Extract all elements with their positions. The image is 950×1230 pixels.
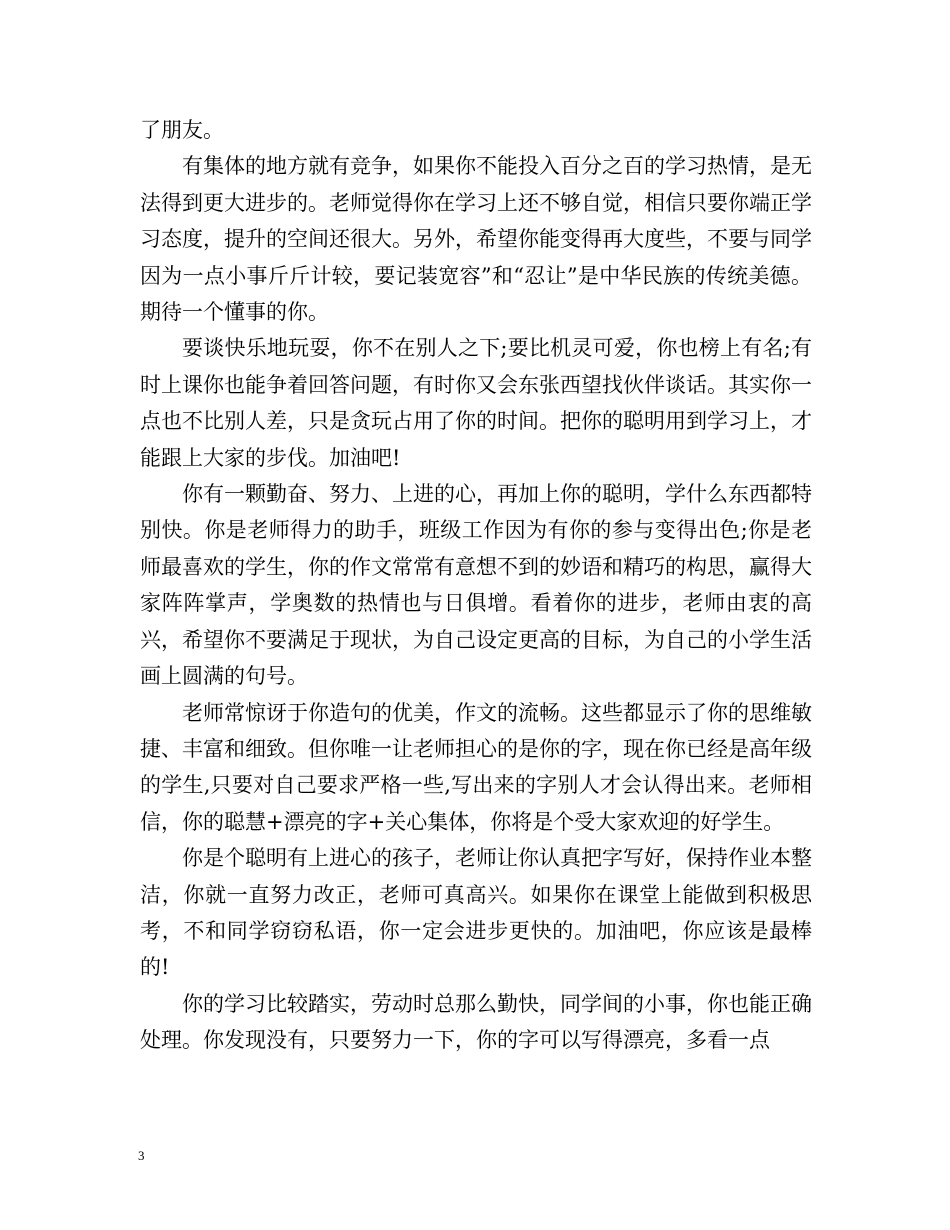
paragraph-diligent: 你有一颗勤奋、努力、上进的心，再加上你的聪明，学什么东西都特别快。你是老师得力的助手，班级工作因为有你的参与变得出色;你是老师最喜欢的学生，你的作文常常有意想不到的妙语和精巧的构思，赢得大家阵阵掌声，学奥数的热情也与日俱增。看着你的进步，老师由衷的高兴，希望你不要满足于现状，为自己设定更高的目标，为自己的小学生活画上圆满的句号。 [140, 482, 812, 689]
paragraph-handwriting: 你是个聪明有上进心的孩子，老师让你认真把字写好，保持作业本整洁，你就一直努力改正，老师可真高兴。如果你在课堂上能做到积极思考，不和同学窃窃私语，你一定会进步更快的。加油吧，你应该是最棒的! [140, 846, 812, 980]
page-number: 3 [138, 1148, 145, 1163]
paragraph-continuation: 了朋友。 [140, 118, 224, 142]
paragraph-steady: 你的学习比较踏实，劳动时总那么勤快，同学间的小事，你也能正确处理。你发现没有，只要努力一下，你的字可以写得漂亮，多看一点 [140, 991, 812, 1053]
paragraph-writing: 老师常惊讶于你造句的优美，作文的流畅。这些都显示了你的思维敏捷、丰富和细致。但你唯一让老师担心的是你的字，现在你已经是高年级的学生,只要对自己要求严格一些,写出来的字别人才会认得出来。老师相信，你的聪慧+漂亮的字+关心集体，你将是个受大家欢迎的好学生。 [140, 700, 812, 834]
paragraph-competition: 有集体的地方就有竞争，如果你不能投入百分之百的学习热情，是无法得到更大进步的。老师觉得你在学习上还不够自觉，相信只要你端正学习态度，提升的空间还很大。另外，希望你能变得再大度些，不要与同学因为一点小事斤斤计较，要记装宽容”和“忍让”是中华民族的传统美德。期待一个懂事的你。 [140, 154, 812, 325]
document-body [140, 112, 812, 1059]
paragraph-playful: 要谈快乐地玩耍，你不在别人之下;要比机灵可爱，你也榜上有名;有时上课你也能争着回答问题，有时你又会东张西望找伙伴谈话。其实你一点也不比别人差，只是贪玩占用了你的时间。把你的聪明用到学习上，才能跟上大家的步伐。加油吧! [140, 336, 812, 470]
